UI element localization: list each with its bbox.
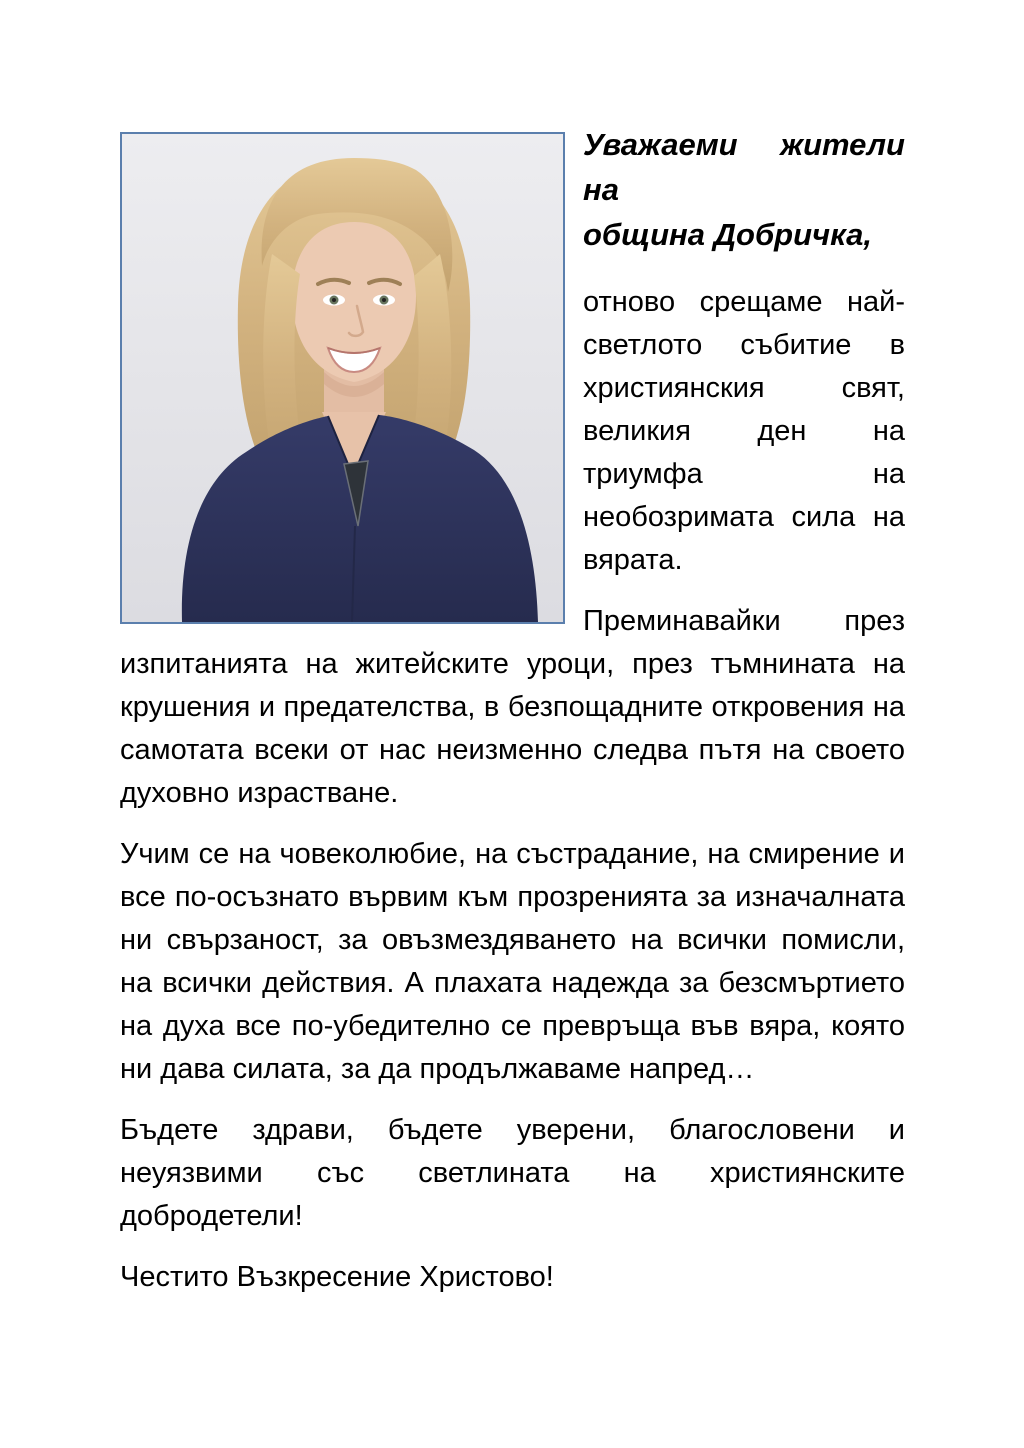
woman-portrait-illustration [122,134,563,622]
paragraph-4: Бъдете здрави, бъдете уверени, благословени и неуязвими със светлината на християнските добродетели! [120,1114,905,1232]
letter-content [120,122,905,1299]
paragraph-2: Преминавайки през изпитанията на житейските уроци, през тъмнината на крушения и предателства, в безпощадните откровения на самотата всеки от нас неизменно следва пътя на своето духовно израстване. [120,605,905,809]
paragraph-3: Учим се на човеколюбие, на състрадание, на смирение и все по-осъзнато вървим към прозренията за изначалната ни свързаност, за овъзмездяването на всички помисли, на всички действия. А плахата надежда за безсмъртието на духа все по-убедително се превръща във вяра, която ни дава силата, за да продължаваме напред… [120,838,905,1085]
paragraph-1: отново срещаме най-светлото събитие в християнския свят, великия ден на триумфа на необозримата сила на вярата. [583,286,905,576]
salutation-line-2: община Добричка, [583,217,873,252]
portrait-photo [120,132,565,624]
salutation-line-1: Уважаеми жители на [583,127,905,207]
paragraph-5-easter-greeting: Честито Възкресение Христово! [120,1261,554,1293]
